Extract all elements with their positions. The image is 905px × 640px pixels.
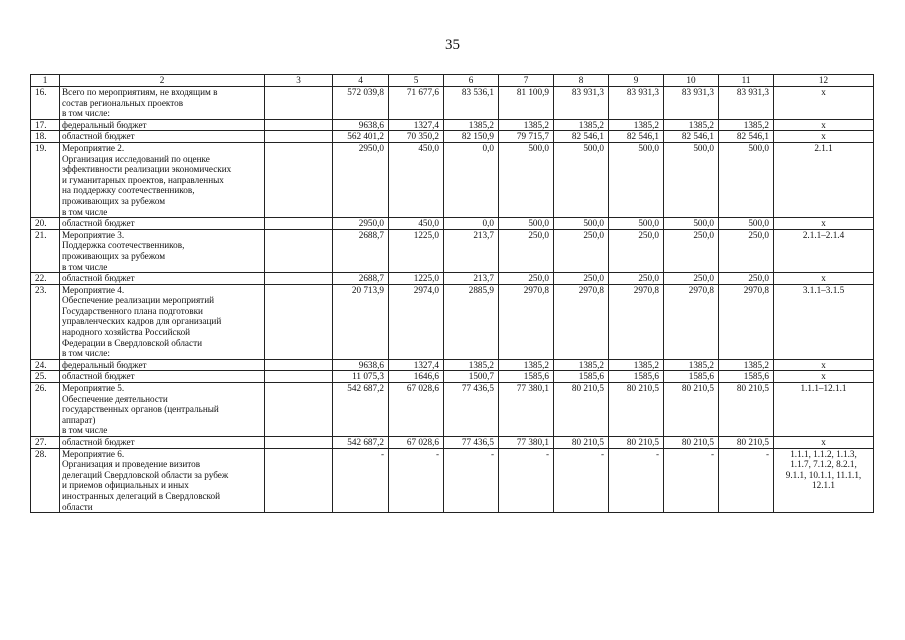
row-target-ref: 2.1.1–2.1.4 bbox=[774, 229, 874, 272]
row-number: 20. bbox=[31, 218, 60, 230]
row-value: 2974,0 bbox=[389, 284, 444, 359]
row-value: 2970,8 bbox=[499, 284, 554, 359]
column-header-row bbox=[31, 75, 874, 87]
row-value: 1385,2 bbox=[719, 359, 774, 371]
row-value: 82 546,1 bbox=[554, 131, 609, 143]
table-row bbox=[31, 448, 874, 513]
column-header: 11 bbox=[719, 75, 774, 87]
row-target-ref: x bbox=[774, 273, 874, 285]
row-col3 bbox=[265, 218, 333, 230]
row-value: 80 210,5 bbox=[664, 383, 719, 437]
row-name: Мероприятие 5. Обеспечение деятельности государственных органов (центральный аппарат) в том числе bbox=[60, 383, 265, 437]
row-number: 27. bbox=[31, 437, 60, 449]
row-target-ref: 1.1.1–12.1.1 bbox=[774, 383, 874, 437]
row-value: 2950,0 bbox=[333, 218, 389, 230]
row-name: областной бюджет bbox=[60, 371, 265, 383]
row-value: 1385,2 bbox=[444, 359, 499, 371]
row-value: 500,0 bbox=[664, 142, 719, 217]
row-value: 80 210,5 bbox=[719, 383, 774, 437]
row-value: 9638,6 bbox=[333, 119, 389, 131]
row-col3 bbox=[265, 119, 333, 131]
row-value: 2950,0 bbox=[333, 142, 389, 217]
table-row bbox=[31, 131, 874, 143]
row-value: 82 150,9 bbox=[444, 131, 499, 143]
row-value: 0,0 bbox=[444, 142, 499, 217]
column-header: 3 bbox=[265, 75, 333, 87]
row-value: 2688,7 bbox=[333, 229, 389, 272]
row-value: 77 436,5 bbox=[444, 437, 499, 449]
row-value: 500,0 bbox=[554, 142, 609, 217]
table-row bbox=[31, 284, 874, 359]
column-header: 6 bbox=[444, 75, 499, 87]
row-value: 2970,8 bbox=[554, 284, 609, 359]
row-value: 1385,2 bbox=[719, 119, 774, 131]
row-value: 9638,6 bbox=[333, 359, 389, 371]
row-value: 80 210,5 bbox=[554, 437, 609, 449]
table-row bbox=[31, 359, 874, 371]
row-value: 2970,8 bbox=[719, 284, 774, 359]
row-value: 250,0 bbox=[664, 229, 719, 272]
row-target-ref: x bbox=[774, 437, 874, 449]
row-value: 1385,2 bbox=[609, 119, 664, 131]
table-row bbox=[31, 273, 874, 285]
column-header: 8 bbox=[554, 75, 609, 87]
row-number: 16. bbox=[31, 87, 60, 120]
row-col3 bbox=[265, 142, 333, 217]
row-number: 22. bbox=[31, 273, 60, 285]
row-value: 80 210,5 bbox=[554, 383, 609, 437]
row-value: 500,0 bbox=[719, 142, 774, 217]
row-name: областной бюджет bbox=[60, 131, 265, 143]
row-value: 2688,7 bbox=[333, 273, 389, 285]
row-target-ref: 1.1.1, 1.1.2, 1.1.3, 1.1.7, 7.1.2, 8.2.1, 9.1.1, 10.1.1, 11.1.1, 12.1.1 bbox=[774, 448, 874, 513]
row-value: 1585,6 bbox=[609, 371, 664, 383]
row-name: областной бюджет bbox=[60, 218, 265, 230]
row-value: 70 350,2 bbox=[389, 131, 444, 143]
row-target-ref: x bbox=[774, 371, 874, 383]
row-name: Мероприятие 2. Организация исследований по оценке эффективности реализации экономических и гуманитарных проектов, направленных на поддержку соотечественников, проживающих за рубежом в том числе bbox=[60, 142, 265, 217]
row-col3 bbox=[265, 359, 333, 371]
column-header: 4 bbox=[333, 75, 389, 87]
row-value: 1385,2 bbox=[609, 359, 664, 371]
row-value: 572 039,8 bbox=[333, 87, 389, 120]
row-value: - bbox=[664, 448, 719, 513]
row-value: 1585,6 bbox=[719, 371, 774, 383]
row-value: 80 210,5 bbox=[719, 437, 774, 449]
row-value: 500,0 bbox=[499, 142, 554, 217]
row-value: 1385,2 bbox=[499, 119, 554, 131]
column-header: 10 bbox=[664, 75, 719, 87]
row-value: 500,0 bbox=[499, 218, 554, 230]
table-row bbox=[31, 87, 874, 120]
row-col3 bbox=[265, 131, 333, 143]
row-value: 82 546,1 bbox=[609, 131, 664, 143]
table-row bbox=[31, 142, 874, 217]
row-value: - bbox=[719, 448, 774, 513]
row-value: 1385,2 bbox=[664, 359, 719, 371]
row-name: Мероприятие 6. Организация и проведение визитов делегаций Свердловской области за рубеж и приемов официальных и иных иностранных делегаций в Свердловской области bbox=[60, 448, 265, 513]
row-number: 21. bbox=[31, 229, 60, 272]
row-value: 1385,2 bbox=[499, 359, 554, 371]
row-value: 1225,0 bbox=[389, 229, 444, 272]
row-value: 1385,2 bbox=[664, 119, 719, 131]
row-value: 250,0 bbox=[609, 273, 664, 285]
row-value: 82 546,1 bbox=[719, 131, 774, 143]
row-value: 82 546,1 bbox=[664, 131, 719, 143]
row-number: 18. bbox=[31, 131, 60, 143]
row-name: областной бюджет bbox=[60, 273, 265, 285]
budget-table bbox=[30, 74, 874, 513]
column-header: 12 bbox=[774, 75, 874, 87]
row-value: 1646,6 bbox=[389, 371, 444, 383]
row-value: 2970,8 bbox=[609, 284, 664, 359]
row-value: 77 380,1 bbox=[499, 437, 554, 449]
row-value: 79 715,7 bbox=[499, 131, 554, 143]
row-number: 25. bbox=[31, 371, 60, 383]
row-value: 500,0 bbox=[554, 218, 609, 230]
row-value: 2885,9 bbox=[444, 284, 499, 359]
row-value: 67 028,6 bbox=[389, 437, 444, 449]
row-value: 250,0 bbox=[499, 229, 554, 272]
table-row bbox=[31, 437, 874, 449]
row-value: 77 380,1 bbox=[499, 383, 554, 437]
row-value: 450,0 bbox=[389, 218, 444, 230]
row-value: 80 210,5 bbox=[609, 383, 664, 437]
row-name: федеральный бюджет bbox=[60, 359, 265, 371]
row-value: 11 075,3 bbox=[333, 371, 389, 383]
row-value: 250,0 bbox=[664, 273, 719, 285]
row-value: 1385,2 bbox=[554, 359, 609, 371]
row-value: 250,0 bbox=[719, 229, 774, 272]
row-value: 20 713,9 bbox=[333, 284, 389, 359]
row-target-ref: x bbox=[774, 119, 874, 131]
row-value: 1385,2 bbox=[554, 119, 609, 131]
row-name: Мероприятие 4. Обеспечение реализации мероприятий Государственного плана подготовки управленческих кадров для организаций народного хозяйства Российской Федерации в Свердловской области в том числе: bbox=[60, 284, 265, 359]
row-number: 26. bbox=[31, 383, 60, 437]
row-name: федеральный бюджет bbox=[60, 119, 265, 131]
row-col3 bbox=[265, 371, 333, 383]
row-value: 250,0 bbox=[554, 273, 609, 285]
row-value: 250,0 bbox=[609, 229, 664, 272]
row-name: Мероприятие 3. Поддержка соотечественников, проживающих за рубежом в том числе bbox=[60, 229, 265, 272]
row-value: - bbox=[389, 448, 444, 513]
page-number: 35 bbox=[445, 37, 460, 53]
column-header: 2 bbox=[60, 75, 265, 87]
row-value: 67 028,6 bbox=[389, 383, 444, 437]
row-target-ref: 2.1.1 bbox=[774, 142, 874, 217]
row-value: 562 401,2 bbox=[333, 131, 389, 143]
row-value: 83 536,1 bbox=[444, 87, 499, 120]
row-number: 23. bbox=[31, 284, 60, 359]
row-target-ref: x bbox=[774, 87, 874, 120]
row-target-ref: x bbox=[774, 359, 874, 371]
column-header: 7 bbox=[499, 75, 554, 87]
row-number: 28. bbox=[31, 448, 60, 513]
row-value: 80 210,5 bbox=[664, 437, 719, 449]
table-row bbox=[31, 383, 874, 437]
row-col3 bbox=[265, 437, 333, 449]
row-col3 bbox=[265, 383, 333, 437]
row-value: - bbox=[609, 448, 664, 513]
table-row bbox=[31, 371, 874, 383]
row-value: 1585,6 bbox=[554, 371, 609, 383]
row-value: 81 100,9 bbox=[499, 87, 554, 120]
row-value: 500,0 bbox=[664, 218, 719, 230]
row-value: 80 210,5 bbox=[609, 437, 664, 449]
row-col3 bbox=[265, 273, 333, 285]
row-target-ref: x bbox=[774, 131, 874, 143]
row-value: - bbox=[444, 448, 499, 513]
row-target-ref: x bbox=[774, 218, 874, 230]
row-value: 1327,4 bbox=[389, 119, 444, 131]
table-row bbox=[31, 229, 874, 272]
row-value: 83 931,3 bbox=[554, 87, 609, 120]
row-value: 1585,6 bbox=[499, 371, 554, 383]
row-number: 24. bbox=[31, 359, 60, 371]
row-value: 1225,0 bbox=[389, 273, 444, 285]
row-name: Всего по мероприятиям, не входящим в состав региональных проектов в том числе: bbox=[60, 87, 265, 120]
row-value: - bbox=[333, 448, 389, 513]
row-value: 1327,4 bbox=[389, 359, 444, 371]
row-number: 19. bbox=[31, 142, 60, 217]
row-value: 250,0 bbox=[499, 273, 554, 285]
row-value: 542 687,2 bbox=[333, 437, 389, 449]
column-header: 1 bbox=[31, 75, 60, 87]
row-col3 bbox=[265, 448, 333, 513]
row-value: 542 687,2 bbox=[333, 383, 389, 437]
row-value: - bbox=[554, 448, 609, 513]
row-value: 213,7 bbox=[444, 273, 499, 285]
row-value: - bbox=[499, 448, 554, 513]
row-value: 83 931,3 bbox=[609, 87, 664, 120]
row-value: 0,0 bbox=[444, 218, 499, 230]
row-value: 2970,8 bbox=[664, 284, 719, 359]
row-value: 500,0 bbox=[719, 218, 774, 230]
row-target-ref: 3.1.1–3.1.5 bbox=[774, 284, 874, 359]
table-row bbox=[31, 218, 874, 230]
column-header: 5 bbox=[389, 75, 444, 87]
row-value: 83 931,3 bbox=[664, 87, 719, 120]
row-value: 1385,2 bbox=[444, 119, 499, 131]
row-value: 213,7 bbox=[444, 229, 499, 272]
column-header: 9 bbox=[609, 75, 664, 87]
row-value: 500,0 bbox=[609, 142, 664, 217]
row-col3 bbox=[265, 87, 333, 120]
row-value: 1585,6 bbox=[664, 371, 719, 383]
row-name: областной бюджет bbox=[60, 437, 265, 449]
row-value: 500,0 bbox=[609, 218, 664, 230]
row-value: 450,0 bbox=[389, 142, 444, 217]
row-value: 71 677,6 bbox=[389, 87, 444, 120]
row-col3 bbox=[265, 284, 333, 359]
row-col3 bbox=[265, 229, 333, 272]
row-value: 250,0 bbox=[719, 273, 774, 285]
row-number: 17. bbox=[31, 119, 60, 131]
row-value: 77 436,5 bbox=[444, 383, 499, 437]
row-value: 250,0 bbox=[554, 229, 609, 272]
table-row bbox=[31, 119, 874, 131]
row-value: 1500,7 bbox=[444, 371, 499, 383]
row-value: 83 931,3 bbox=[719, 87, 774, 120]
